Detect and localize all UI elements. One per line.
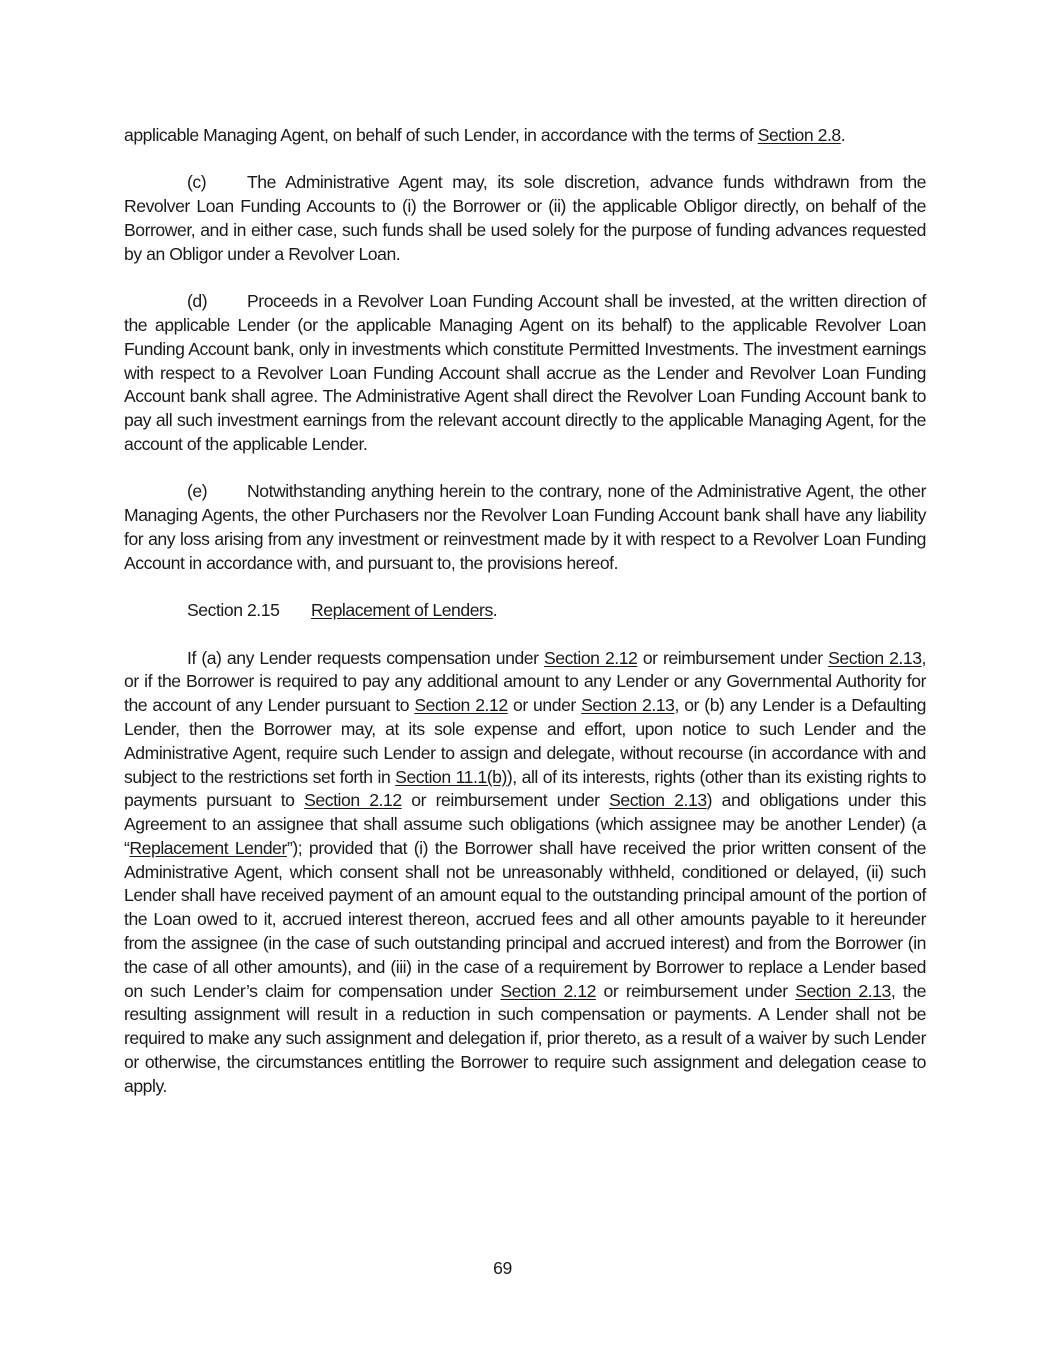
defined-term: Replacement Lender (129, 837, 287, 858)
paragraph-d: (d) Proceeds in a Revolver Loan Funding Account shall be invested, at the written direction of the applicable Lender (or the applicable Managing Agent on its behalf) to the applicable Revolver Loan Funding Account bank, only in investments which constitute Permitted Investments. The investment earnings with respect to a Revolver Loan Funding Account shall accrue as the Lender and Revolver Loan Funding Account bank shall agree. The Administrative Agent shall direct the Revolver Loan Funding Account bank to pay all such investment earnings from the relevant account directly to the applicable Managing Agent, for the account of the applicable Lender. (124, 291, 926, 454)
page-number: 69 (493, 1258, 512, 1278)
section-link[interactable]: Section 2.13 (828, 647, 922, 668)
paragraph-e: (e) Notwithstanding anything herein to the contrary, none of the Administrative Agent, the other Managing Agents, the other Purchasers nor the Revolver Loan Funding Account bank shall have any liability for any loss arising from any investment or reinvestment made by it with respect to a Revolver Loan Funding Account in accordance with, and pursuant to, the provisions hereof. (124, 481, 926, 573)
section-link[interactable]: Section 2.13 (795, 980, 891, 1001)
section-number: Section 2.15 (187, 600, 280, 621)
paragraph-replacement-of-lenders: If (a) any Lender requests compensation under Section 2.12 or reimbursement under Section 2.13, or if the Borrower is required to pay any additional amount to any Lender or any Governmental Authority for the account of any Lender pursuant to Section 2.12 or under Section 2.13, or (b) any Lender is a Defaulting Lender, then the Borrower may, at its sole expense and effort, upon notice to such Lender and the Administrative Agent, require such Lender to assign and delegate, without recourse (in accordance with and subject to the restrictions set forth in Section 11.1(b)), all of its interests, rights (other than its existing rights to payments pursuant to Section 2.12 or reimbursement under Section 2.13) and obligations under this Agreement to an assignee that shall assume such obligations (which assignee may be another Lender) (a “Replacement Lender”); provided that (i) the Borrower shall have received the prior written consent of the Administrative Agent, which consent shall not be unreasonably withheld, conditioned or delayed, (ii) such Lender shall have received payment of an amount equal to the outstanding principal amount of the portion of the Loan owed to it, accrued interest thereon, accrued fees and all other amounts payable to it hereunder from the assignee (in the case of such outstanding principal and accrued interest) and from the Borrower (in the case of all other amounts), and (iii) in the case of a requirement by Borrower to replace a Lender based on such Lender’s claim for compensation under Section 2.12 or reimbursement under Section 2.13, the resulting assignment will result in a reduction in such compensation or payments. A Lender shall not be required to make any such assignment and delegation if, prior thereto, as a result of a waiver by such Lender or otherwise, the circumstances entitling the Borrower to require such assignment and delegation cease to apply. (124, 647, 927, 1096)
section-link[interactable]: Section 2.12 (543, 647, 638, 668)
paragraph-label: (e) (187, 481, 208, 502)
section-link[interactable]: Section 11.1(b) (395, 766, 507, 787)
section-link[interactable]: Section 2.12 (500, 980, 596, 1001)
paragraph-continuation: applicable Managing Agent, on behalf of such Lender, in accordance with the terms of Section 2.8. (124, 125, 846, 145)
document-page (124, 124, 926, 1122)
paragraph-label: (d) (187, 291, 208, 312)
section-link[interactable]: Section 2.8 (757, 125, 841, 145)
section-heading: Section 2.15 Replacement of Lenders. (187, 599, 926, 623)
paragraph-c: (c) The Administrative Agent may, its sole discretion, advance funds withdrawn from the Revolver Loan Funding Accounts to (i) the Borrower or (ii) the applicable Obligor directly, on behalf of the Borrower, and in either case, such funds shall be used solely for the purpose of funding advances requested by an Obligor under a Revolver Loan. (124, 172, 926, 264)
section-link[interactable]: Section 2.12 (304, 790, 402, 811)
section-link[interactable]: Section 2.12 (414, 695, 508, 716)
section-link[interactable]: Section 2.13 (609, 790, 707, 811)
section-title: Replacement of Lenders (311, 600, 493, 621)
section-link[interactable]: Section 2.13 (581, 695, 675, 716)
paragraph-label: (c) (187, 172, 207, 193)
